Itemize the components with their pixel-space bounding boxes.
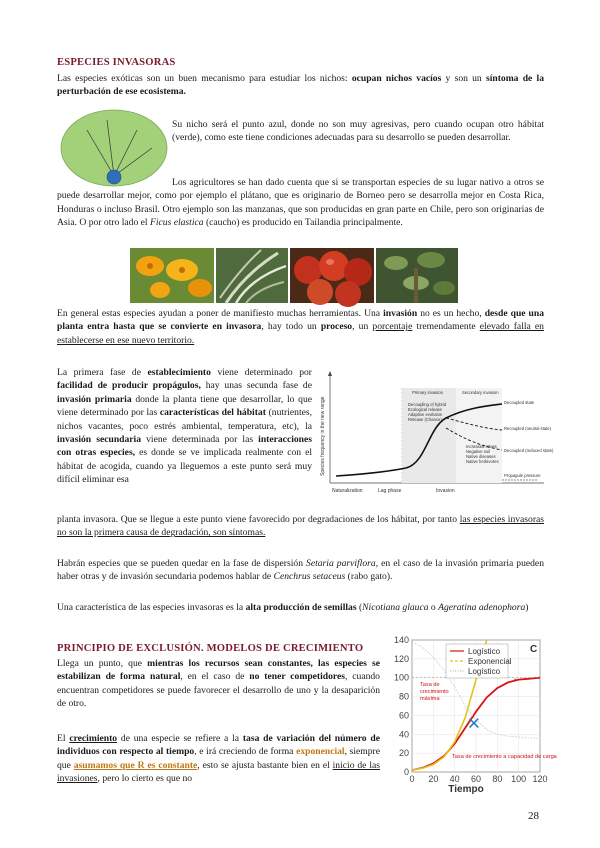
photo-poppies <box>130 248 214 303</box>
annotation-max-rate-2: crecimiento <box>420 689 449 695</box>
annotation-max-rate-3: máxima <box>420 696 440 702</box>
invasion-legend-upper-2: Adaptive evolution <box>408 412 443 417</box>
invasion-right-label-0: Decoupled state <box>504 400 535 405</box>
invasion-top-label-0: Primary invasion <box>412 390 443 395</box>
phases-paragraph: La primera fase de establecimiento viene determinado por facilidad de producir propágulos, hay unas secunda fase de invasión primaria donde la planta tiene que desarrollar, lo que viene determinado por las características del hábitat (nutrientes, nichos vacantes, poco estrés ambiental, temperatura, etc), la invasión secundaria viene determinada por las interacciones con otras especies, es donde se ve implicada realmente con el hábitat de acogida, cuando ya lleguemos a este punto será muy difícil eliminar esa <box>57 367 313 486</box>
invasion-legend-upper-3: Release (Chance) <box>408 417 442 422</box>
ytick-4: 80 <box>398 691 409 702</box>
growth-marker: × <box>467 710 481 736</box>
growth-xlabel: Tiempo <box>448 784 484 795</box>
niche-paragraph: Su nicho será el punto azul, donde no son muy agresivas, pero cuando ocupan otro hábitat (verde), como este tiene condiciones adecuadas para su desarrollo se pueden desarrollar. <box>172 119 544 144</box>
ytick-5: 100 <box>393 672 409 683</box>
xtick-6: 120 <box>532 774 548 784</box>
photo-ficus <box>376 248 458 303</box>
section-heading-exclusion: PRINCIPIO DE EXCLUSIÓN. MODELOS DE CRECIMIENTO <box>57 643 364 654</box>
xtick-5: 100 <box>511 774 527 784</box>
ytick-7: 140 <box>393 635 409 645</box>
xtick-3: 60 <box>470 774 482 784</box>
legend-label-0: Logístico <box>468 647 501 656</box>
growth-chart-title: C <box>530 644 538 655</box>
invasion-bottom-right: Propagule pressure <box>504 473 541 478</box>
section-heading-invasive: ESPECIES INVASORAS <box>57 57 176 68</box>
xtick-0: 0 <box>409 774 415 784</box>
invasion-legend-lower-3: Native herbivores <box>466 459 499 464</box>
xtick-4: 80 <box>492 774 503 784</box>
invasion-top-label-1: Secondary invasion <box>462 390 499 395</box>
phases-continued: planta invasora. Que se llegue a este punto viene favorecido por degradaciones de los hábitat, por tanto las especies invasoras no son la primera causa de degradación, son síntomas. <box>57 514 545 539</box>
exclusion-paragraph: Llega un punto, que mientras los recursos sean constantes, las especies se estabilizan de forma natural, en el caso de no tener competidores, cuando encuentran competidores se puede favorecer el desarrollo de uno y la desaparición de otro. <box>57 658 380 710</box>
ytick-1: 20 <box>398 748 409 759</box>
legend-label-2: Logístico <box>468 667 501 676</box>
growth-paragraph: El crecimiento de una especie se refiere a la tasa de variación del número de individuos con respecto al tiempo, e irá creciendo de forma exponencial, siempre que asumamos que R es constante, esto se ajusta bastante bien en el inicio de las invasiones, pero lo cierto es que no <box>57 733 380 785</box>
seeds-paragraph: Una característica de las especies invasoras es la alta producción de semillas (Nicotiana glauca o Ageratina adenophora) <box>57 602 529 613</box>
invasion-legend-lower-2: Native diseases <box>466 454 496 459</box>
growth-model-chart <box>384 630 557 798</box>
invasion-legend-upper-0: Decoupling of hybrid <box>408 402 447 407</box>
page-number: 28 <box>528 810 539 822</box>
k-marker: × <box>513 677 517 684</box>
invasion-right-label-2: Decoupled (reduced state) <box>504 448 554 453</box>
dispersal-paragraph: Habrán especies que se pueden quedar en la fase de dispersión Setaria parviflora, en el caso de la invasión primaria pueden haber otras y de invasión secundaria podemos hablar de Cenchrus setaceus (rabo gato). <box>57 558 544 583</box>
annotation-max-rate-1: Tasa de <box>420 682 440 688</box>
intro-paragraph: Las especies exóticas son un buen mecanismo para estudiar los nichos: ocupan nichos vacíos y son un síntoma de la perturbación de ese ecosistema. <box>57 73 544 98</box>
invasion-legend-lower-0: Increased stress <box>466 444 497 449</box>
invasion-paragraph: En general estas especies ayudan a poner de manifiesto muchas herramientas. Una invasión no es un hecho, desde que una planta entra hasta que se convierte en invasora, hay todo un proceso, un porcentaje tremendamente elevado falla en establecerse en ese nuevo territorio. <box>57 308 545 346</box>
ytick-6: 120 <box>393 653 409 664</box>
invasion-xlabel-1: Lag phase <box>378 488 402 494</box>
invasion-ylabel: Species frequency in the new range <box>320 396 326 476</box>
invasion-xlabel-0: Naturalization <box>332 488 363 494</box>
legend-label-1: Exponencial <box>468 657 512 666</box>
ytick-0: 0 <box>403 767 409 777</box>
invasion-legend-upper-1: Ecological release <box>408 407 442 412</box>
ytick-3: 60 <box>398 710 409 721</box>
invasion-process-chart <box>316 368 554 498</box>
invasion-xlabel-2: Invasion <box>436 488 455 494</box>
farmers-paragraph: Los agricultores se han dado cuenta que si se transportan especies de su lugar nativo a otros se puede desarrollar mejor, como por ejemplo el plátano, que es originario de Borneo pero se desarrolla mejor en Costa Rica, Honduras o incluso Brasil. Otro ejemplo son las manzanas, que son producidas en gran parte en Chile, pero son originarias de Asia. O por otro lado el Ficus elastica (caucho) es producido en Tailandia principalmente. <box>57 177 544 229</box>
photo-grass <box>216 248 288 303</box>
xtick-1: 20 <box>428 774 439 784</box>
annotation-half-k: Tasa de crecimiento a capacidad de carga <box>452 754 557 760</box>
xtick-2: 40 <box>449 774 460 784</box>
ytick-2: 40 <box>398 729 409 740</box>
invasion-right-label-1: Recoupled (neutral state) <box>504 426 552 431</box>
niche-diagram <box>57 110 167 186</box>
photo-apples <box>290 248 374 303</box>
invasion-legend-lower-1: Negative soil <box>466 449 490 454</box>
